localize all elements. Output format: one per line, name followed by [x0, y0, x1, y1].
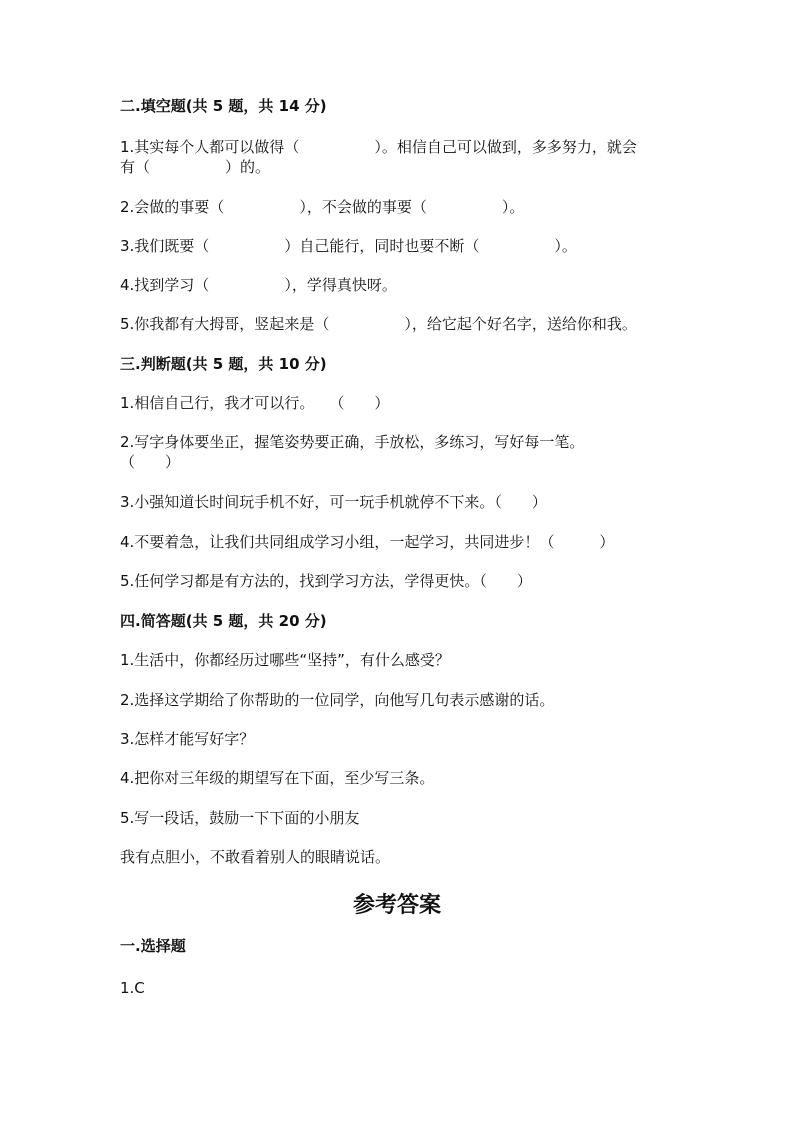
short-answer-question-1: 1.生活中，你都经历过哪些“坚持”，有什么感受？ [120, 651, 450, 669]
section-short-answer-heading: 四.简答题(共 5 题，共 20 分) [120, 612, 327, 630]
judgment-question-3: 3.小强知道长时间玩手机不好，可一玩手机就停不下来。（ ） [120, 493, 547, 511]
fill-question-4: 4.找到学习（ ），学得真快呀。 [120, 276, 397, 294]
section-fill-in-heading: 二.填空题(共 5 题，共 14 分) [120, 97, 327, 115]
short-answer-question-5-text: 我有点胆小，不敢看着别人的眼睛说话。 [120, 848, 391, 866]
short-answer-question-4: 4.把你对三年级的期望写在下面，至少写三条。 [120, 769, 435, 787]
fill-question-3: 3.我们既要（ ）自己能行，同时也要不断（ ）。 [120, 237, 577, 255]
judgment-question-5: 5.任何学习都是有方法的，找到学习方法，学得更快。（ ） [120, 572, 532, 590]
judgment-question-4: 4.不要着急，让我们共同组成学习小组，一起学习，共同进步！（ ） [120, 533, 615, 551]
judgment-question-1: 1.相信自己行，我才可以行。 （ ） [120, 394, 390, 412]
answer-section-choice-heading: 一.选择题 [120, 937, 186, 955]
short-answer-question-3: 3.怎样才能写好字？ [120, 730, 255, 748]
judgment-question-2-line-2: （ ） [120, 453, 181, 471]
answer-key-title: 参考答案 [352, 892, 441, 918]
short-answer-question-2: 2.选择这学期给了你帮助的一位同学，向他写几句表示感谢的话。 [120, 691, 555, 709]
short-answer-question-5: 5.写一段话，鼓励一下下面的小朋友 [120, 809, 360, 827]
answer-1: 1.C [120, 979, 145, 997]
fill-question-5: 5.你我都有大拇哥，竖起来是（ ），给它起个好名字，送给你和我。 [120, 315, 637, 333]
fill-question-2: 2.会做的事要（ ），不会做的事要（ ）。 [120, 198, 525, 216]
fill-question-1-line-1: 1.其实每个人都可以做得（ ）。相信自己可以做到，多多努力，就会 [120, 138, 637, 156]
fill-question-1-line-2: 有（ ）的。 [120, 158, 271, 176]
section-judgment-heading: 三.判断题(共 5 题，共 10 分) [120, 355, 327, 373]
judgment-question-2-line-1: 2.写字身体要坐正，握笔姿势要正确，手放松，多练习，写好每一笔。 [120, 433, 585, 451]
